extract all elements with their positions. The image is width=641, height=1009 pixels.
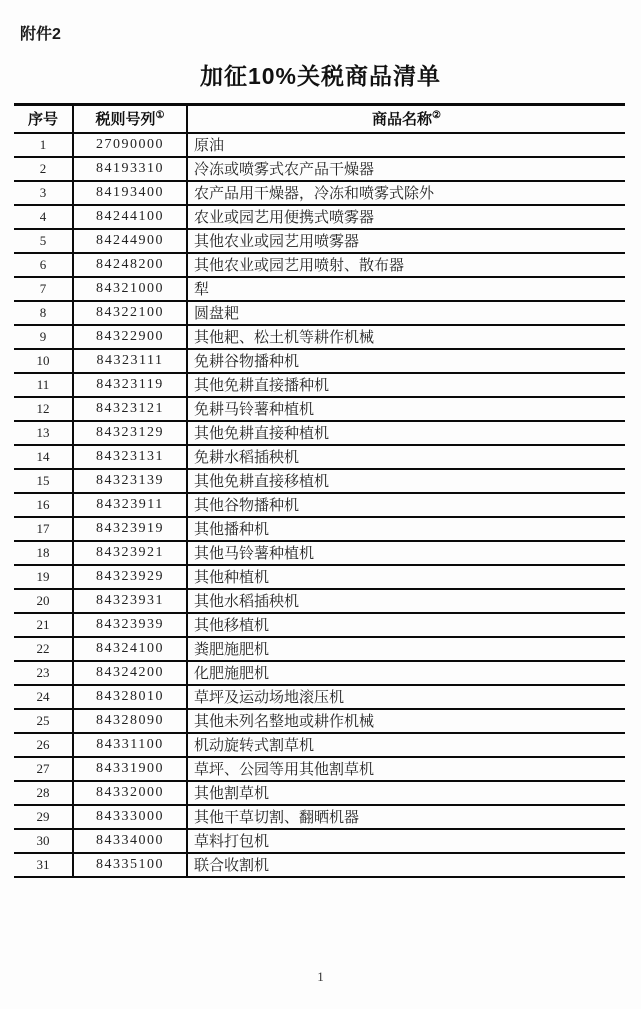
page-title: 加征10%关税商品清单 <box>199 63 442 89</box>
serial-cell: 3 <box>14 181 73 205</box>
tariff-code-cell: 84324100 <box>73 637 187 661</box>
serial-cell: 24 <box>14 685 73 709</box>
tariff-code-cell: 84323131 <box>73 445 187 469</box>
serial-cell: 19 <box>14 565 73 589</box>
table-row <box>14 517 625 541</box>
tariff-code-cell: 84323911 <box>73 493 187 517</box>
product-name-cell: 其他播种机 <box>187 517 625 541</box>
table-row <box>14 493 625 517</box>
product-name-cell: 草坪及运动场地滚压机 <box>187 685 625 709</box>
table-row <box>14 301 625 325</box>
product-name-cell: 其他免耕直接播种机 <box>187 373 625 397</box>
product-name-cell: 草坪、公园等用其他割草机 <box>187 757 625 781</box>
col-header-name-superscript: ② <box>432 110 441 122</box>
tariff-code-cell: 84328090 <box>73 709 187 733</box>
product-name-cell: 粪肥施肥机 <box>187 637 625 661</box>
tariff-code-cell: 84328010 <box>73 685 187 709</box>
product-name-cell: 免耕水稻插秧机 <box>187 445 625 469</box>
table-row <box>14 637 625 661</box>
table-row <box>14 253 625 277</box>
tariff-code-cell: 84193400 <box>73 181 187 205</box>
product-name-cell: 农业或园艺用便携式喷雾器 <box>187 205 625 229</box>
tariff-code-cell: 84323129 <box>73 421 187 445</box>
serial-cell: 12 <box>14 397 73 421</box>
product-name-cell: 其他耙、松土机等耕作机械 <box>187 325 625 349</box>
tariff-code-cell: 84323119 <box>73 373 187 397</box>
product-name-cell: 犁 <box>187 277 625 301</box>
table-row <box>14 661 625 685</box>
col-header-serial <box>14 105 73 133</box>
table-row <box>14 157 625 181</box>
product-name-cell: 机动旋转式割草机 <box>187 733 625 757</box>
table-row <box>14 421 625 445</box>
product-name-cell: 冷冻或喷雾式农产品干燥器 <box>187 157 625 181</box>
serial-cell: 8 <box>14 301 73 325</box>
serial-cell: 5 <box>14 229 73 253</box>
serial-cell: 29 <box>14 805 73 829</box>
col-header-name <box>187 105 625 133</box>
col-header-serial-label: 序号 <box>27 112 58 129</box>
tariff-code-cell: 84321000 <box>73 277 187 301</box>
table-body <box>14 133 625 877</box>
table-row <box>14 349 625 373</box>
serial-cell: 4 <box>14 205 73 229</box>
serial-cell: 28 <box>14 781 73 805</box>
tariff-code-cell: 84248200 <box>73 253 187 277</box>
product-name-cell: 其他干草切割、翻晒机器 <box>187 805 625 829</box>
tariff-code-cell: 84334000 <box>73 829 187 853</box>
header-row <box>14 105 625 133</box>
serial-cell: 23 <box>14 661 73 685</box>
tariff-code-cell: 84323931 <box>73 589 187 613</box>
col-header-name-label: 商品名称 <box>372 112 433 129</box>
product-name-cell: 其他未列名整地或耕作机械 <box>187 709 625 733</box>
product-name-cell: 草料打包机 <box>187 829 625 853</box>
table-row <box>14 589 625 613</box>
table-row <box>14 685 625 709</box>
table-row <box>14 133 625 157</box>
table-row <box>14 373 625 397</box>
product-name-cell: 其他移植机 <box>187 613 625 637</box>
col-header-code <box>73 105 187 133</box>
product-name-cell: 化肥施肥机 <box>187 661 625 685</box>
serial-cell: 31 <box>14 853 73 877</box>
table-header <box>14 105 625 133</box>
table-row <box>14 277 625 301</box>
page-number: 1 <box>317 969 324 984</box>
product-name-cell: 其他种植机 <box>187 565 625 589</box>
tariff-table <box>14 103 625 878</box>
serial-cell: 15 <box>14 469 73 493</box>
serial-cell: 22 <box>14 637 73 661</box>
attachment-label: 附件2 <box>20 26 61 43</box>
product-name-cell: 其他割草机 <box>187 781 625 805</box>
tariff-code-cell: 84323919 <box>73 517 187 541</box>
product-name-cell: 其他马铃薯种植机 <box>187 541 625 565</box>
product-name-cell: 其他谷物播种机 <box>187 493 625 517</box>
tariff-code-cell: 27090000 <box>73 133 187 157</box>
product-name-cell: 其他免耕直接种植机 <box>187 421 625 445</box>
serial-cell: 2 <box>14 157 73 181</box>
tariff-code-cell: 84323111 <box>73 349 187 373</box>
tariff-code-cell: 84244900 <box>73 229 187 253</box>
table-row <box>14 325 625 349</box>
serial-cell: 13 <box>14 421 73 445</box>
serial-cell: 30 <box>14 829 73 853</box>
serial-cell: 18 <box>14 541 73 565</box>
table-row <box>14 829 625 853</box>
tariff-code-cell: 84331900 <box>73 757 187 781</box>
table-row <box>14 781 625 805</box>
serial-cell: 14 <box>14 445 73 469</box>
serial-cell: 21 <box>14 613 73 637</box>
serial-cell: 1 <box>14 133 73 157</box>
product-name-cell: 圆盘耙 <box>187 301 625 325</box>
product-name-cell: 其他农业或园艺用喷射、散布器 <box>187 253 625 277</box>
table-row <box>14 229 625 253</box>
tariff-code-cell: 84324200 <box>73 661 187 685</box>
table-row <box>14 469 625 493</box>
tariff-code-cell: 84323139 <box>73 469 187 493</box>
table-row <box>14 757 625 781</box>
tariff-code-cell: 84323939 <box>73 613 187 637</box>
tariff-code-cell: 84323121 <box>73 397 187 421</box>
serial-cell: 9 <box>14 325 73 349</box>
serial-cell: 25 <box>14 709 73 733</box>
product-name-cell: 联合收割机 <box>187 853 625 877</box>
table-row <box>14 445 625 469</box>
product-name-cell: 其他农业或园艺用喷雾器 <box>187 229 625 253</box>
serial-cell: 26 <box>14 733 73 757</box>
tariff-code-cell: 84244100 <box>73 205 187 229</box>
table-row <box>14 805 625 829</box>
table-row <box>14 853 625 877</box>
product-name-cell: 免耕马铃薯种植机 <box>187 397 625 421</box>
serial-cell: 17 <box>14 517 73 541</box>
serial-cell: 27 <box>14 757 73 781</box>
table-row <box>14 181 625 205</box>
serial-cell: 6 <box>14 253 73 277</box>
serial-cell: 20 <box>14 589 73 613</box>
serial-cell: 7 <box>14 277 73 301</box>
col-header-code-superscript: ① <box>155 110 165 122</box>
serial-cell: 10 <box>14 349 73 373</box>
table-row <box>14 541 625 565</box>
tariff-code-cell: 84322100 <box>73 301 187 325</box>
serial-cell: 16 <box>14 493 73 517</box>
table-row <box>14 613 625 637</box>
tariff-code-cell: 84323929 <box>73 565 187 589</box>
product-name-cell: 原油 <box>187 133 625 157</box>
table-row <box>14 205 625 229</box>
product-name-cell: 免耕谷物播种机 <box>187 349 625 373</box>
product-name-cell: 其他水稻插秧机 <box>187 589 625 613</box>
product-name-cell: 农产品用干燥器，冷冻和喷雾式除外 <box>187 181 625 205</box>
tariff-code-cell: 84333000 <box>73 805 187 829</box>
table-row <box>14 565 625 589</box>
serial-cell: 11 <box>14 373 73 397</box>
tariff-code-cell: 84193310 <box>73 157 187 181</box>
tariff-code-cell: 84331100 <box>73 733 187 757</box>
tariff-code-cell: 84322900 <box>73 325 187 349</box>
tariff-code-cell: 84332000 <box>73 781 187 805</box>
table-row <box>14 397 625 421</box>
product-name-cell: 其他免耕直接移植机 <box>187 469 625 493</box>
table-row <box>14 709 625 733</box>
tariff-code-cell: 84323921 <box>73 541 187 565</box>
col-header-code-label: 税则号列 <box>95 112 156 129</box>
tariff-code-cell: 84335100 <box>73 853 187 877</box>
table-row <box>14 733 625 757</box>
